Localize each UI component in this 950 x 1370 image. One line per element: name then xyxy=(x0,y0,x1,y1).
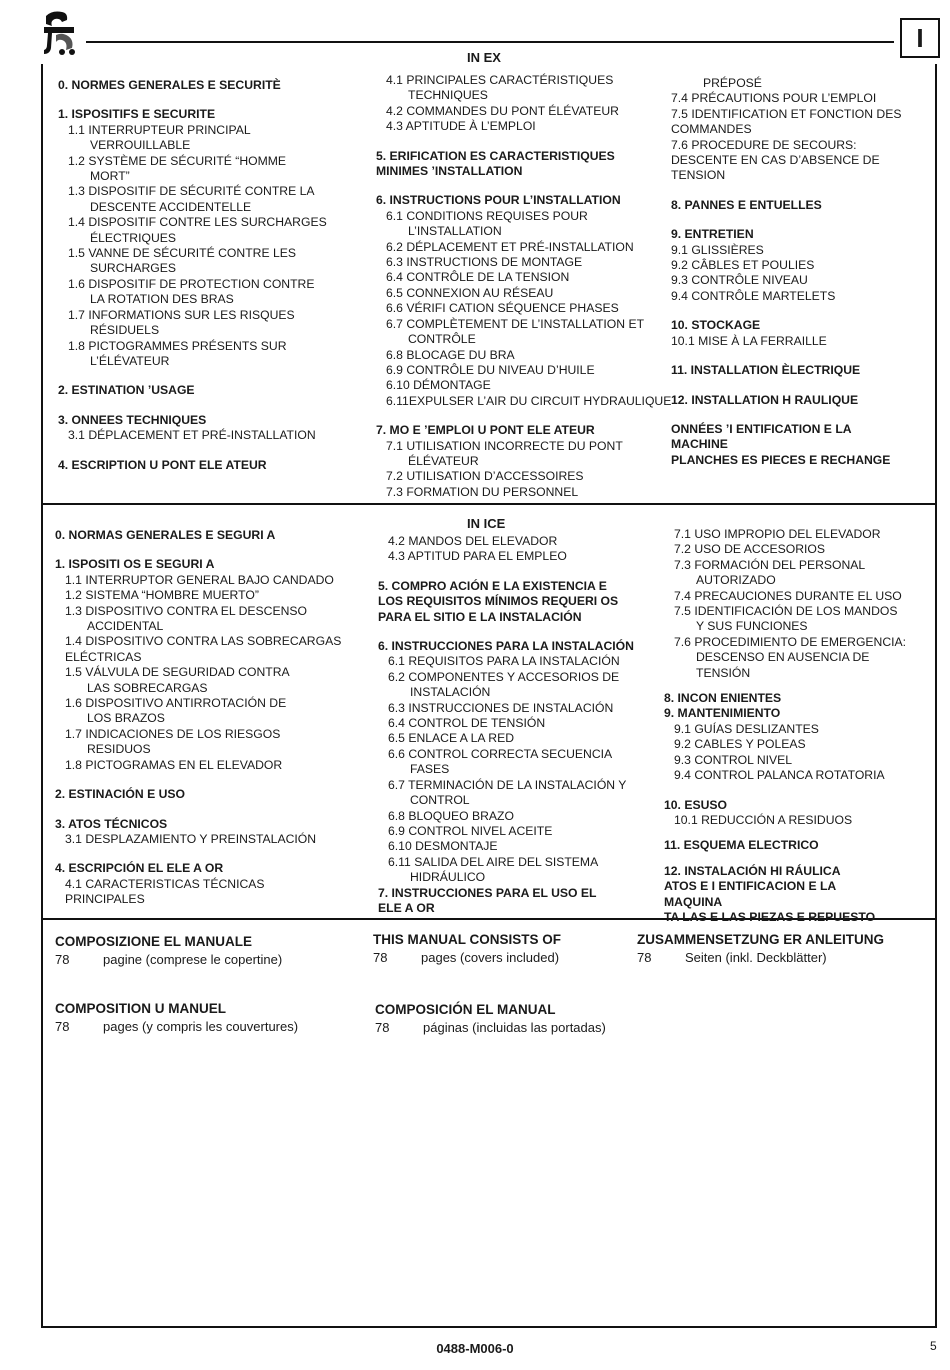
index-entry: 6.7 TERMINACIÓN DE LA INSTALACIÓN Y xyxy=(388,777,627,792)
index-section-heading: 5. ERIFICATION ES CARACTERISTIQUES xyxy=(376,148,615,163)
index-section-heading: TA LAS E LAS PIEZAS E REPUESTO xyxy=(664,909,876,924)
index-section-heading: 6. INSTRUCCIONES PARA LA INSTALACIÓN xyxy=(378,639,634,654)
index-entry: 1.5 VANNE DE SÉCURITÉ CONTRE LES xyxy=(68,246,297,261)
index-entry: RÉSIDUELS xyxy=(90,323,160,338)
index-entry: 1.7 INFORMATIONS SUR LES RISQUES xyxy=(68,307,295,322)
index-entry: LOS BRAZOS xyxy=(87,711,165,726)
index-section-heading: 4. ESCRIPCIÓN EL ELE A OR xyxy=(55,861,224,876)
composition-es xyxy=(375,1002,606,1035)
index-entry: 4.2 MANDOS DEL ELEVADOR xyxy=(388,534,558,548)
index-section-heading: 12. INSTALLATION H RAULIQUE xyxy=(671,392,859,407)
index-section-heading: 6. INSTRUCTIONS POUR L’INSTALLATION xyxy=(376,193,621,208)
index-entry: 7.1 USO IMPROPIO DEL ELEVADOR xyxy=(674,527,881,541)
es-index-title: IN ICE xyxy=(467,516,506,531)
index-spacer xyxy=(664,681,906,691)
index-entry: 4.1 CARACTERISTICAS TÉCNICAS xyxy=(65,876,265,891)
index-entry: 7.2 UTILISATION D’ACCESSOIRES xyxy=(386,469,584,484)
index-section-heading: MINIMES ’INSTALLATION xyxy=(376,164,523,179)
index-entry: 9.1 GUÍAS DESLIZANTES xyxy=(674,721,819,736)
composition-de-title: ZUSAMMENSETZUNG ER ANLEITUNG xyxy=(637,932,884,947)
composition-it-count: 78 xyxy=(55,952,70,967)
index-entry: 6.3 INSTRUCTIONS DE MONTAGE xyxy=(386,255,583,270)
composition-fr-text: pages (y compris les couvertures) xyxy=(103,1019,299,1034)
index-entry: TENSIÓN xyxy=(696,665,751,680)
index-entry: 7.1 UTILISATION INCORRECTE DU PONT xyxy=(386,438,623,453)
composition-fr-title: COMPOSITION U MANUEL xyxy=(55,1001,226,1016)
index-section-heading: 12. INSTALACIÓN HI RÁULICA xyxy=(664,863,841,878)
index-entry: 1.5 VÁLVULA DE SEGURIDAD CONTRA xyxy=(65,665,290,680)
index-entry: 9.4 CONTROL PALANCA ROTATORIA xyxy=(674,768,885,783)
index-entry: 6.7 COMPLÈTEMENT DE L’INSTALLATION ET xyxy=(386,316,645,331)
index-section-heading: 11. ESQUEMA ELECTRICO xyxy=(664,838,819,853)
fr-index-title: IN EX xyxy=(467,50,501,65)
index-spacer xyxy=(664,854,906,864)
index-entry: 9.2 CABLES Y POLEAS xyxy=(674,737,806,752)
index-entry: 10.1 MISE À LA FERRAILLE xyxy=(671,333,827,348)
index-entry: 7.4 PRÉCAUTIONS POUR L’EMPLOI xyxy=(671,91,877,106)
index-entry: 6.8 BLOCAGE DU BRA xyxy=(386,347,515,362)
index-entry: 1.3 DISPOSITIF DE SÉCURITÉ CONTRE LA xyxy=(68,184,315,199)
index-entry: 6.6 CONTROL CORRECTA SECUENCIA xyxy=(388,746,613,761)
index-entry: 6.10 DESMONTAJE xyxy=(388,839,498,854)
index-entry: Y SUS FUNCIONES xyxy=(696,619,808,634)
index-entry: CONTROL xyxy=(410,793,470,808)
index-entry: TECHNIQUES xyxy=(408,88,488,103)
index-entry: 7.3 FORMACIÓN DEL PERSONAL xyxy=(674,557,866,572)
index-section-heading: LOS REQUISITOS MÍNIMOS REQUERI OS xyxy=(378,594,619,609)
index-entry: 6.9 CONTROL NIVEL ACEITE xyxy=(388,823,553,838)
index-section-heading: MAQUINA xyxy=(664,894,723,909)
index-entry: 1.6 DISPOSITIVO ANTIRROTACIÓN DE xyxy=(65,696,287,711)
index-spacer xyxy=(376,179,671,193)
index-spacer xyxy=(671,379,901,393)
index-entry: ACCIDENTAL xyxy=(87,619,164,634)
index-section-heading: 8. PANNES E ENTUELLES xyxy=(671,197,822,212)
index-entry: SURCHARGES xyxy=(90,261,177,276)
index-entry: 6.5 CONNEXION AU RÉSEAU xyxy=(386,285,554,300)
index-section-heading: 3. ONNEES TECHNIQUES xyxy=(58,412,207,427)
index-entry: LA ROTATION DES BRAS xyxy=(90,292,234,307)
es-index-column-3 xyxy=(664,527,906,925)
index-spacer xyxy=(671,408,901,422)
index-entry: 7.4 PRECAUCIONES DURANTE EL USO xyxy=(674,588,902,603)
index-entry: 9.2 CÂBLES ET POULIES xyxy=(671,258,815,273)
index-entry: 4.3 APTITUDE À L’EMPLOI xyxy=(386,119,536,134)
index-entry: PRINCIPALES xyxy=(65,892,145,907)
fr-index-column-1 xyxy=(58,78,327,473)
index-entry: 1.8 PICTOGRAMMES PRÉSENTS SUR xyxy=(68,338,287,353)
fr-index-column-2 xyxy=(376,73,671,500)
index-section-heading: 2. ESTINACIÓN E USO xyxy=(55,787,186,802)
composition-fr xyxy=(55,1001,298,1034)
composition-en-count: 78 xyxy=(373,950,388,965)
index-spacer xyxy=(55,847,341,861)
index-section-heading: 10. ESUSO xyxy=(664,797,727,812)
index-section-heading: 0. NORMAS GENERALES E SEGURI A xyxy=(55,528,276,542)
index-entry: ÉLECTRIQUES xyxy=(90,230,177,245)
fr-index-column-3 xyxy=(671,76,901,468)
index-section-heading: 5. COMPRO ACIÓN E LA EXISTENCIA E xyxy=(378,578,607,593)
header-rule xyxy=(86,41,894,43)
index-entry: 6.2 DÉPLACEMENT ET PRÉ-INSTALLATION xyxy=(386,239,634,254)
index-section-heading: 8. INCON ENIENTES xyxy=(664,691,782,706)
index-entry: ÉLÉVATEUR xyxy=(408,453,479,468)
index-entry: FASES xyxy=(410,762,450,777)
index-entry: COMMANDES xyxy=(671,122,752,137)
index-entry: 7.6 PROCEDURE DE SECOURS: xyxy=(671,137,857,152)
composition-en-text: pages (covers included) xyxy=(421,950,560,965)
index-spacer xyxy=(55,803,341,817)
index-entry: RESIDUOS xyxy=(87,742,151,757)
index-section-heading: ONNÉES ’I ENTIFICATION E LA xyxy=(671,421,852,436)
index-spacer xyxy=(671,184,901,198)
index-entry: 7.3 FORMATION DU PERSONNEL xyxy=(386,484,579,499)
index-section-heading: 3. ATOS TÉCNICOS xyxy=(55,816,168,831)
index-entry: 9.3 CONTROL NIVEL xyxy=(674,752,793,767)
composition-es-text: páginas (incluidas las portadas) xyxy=(423,1020,606,1035)
index-spacer xyxy=(58,93,327,107)
index-entry: 6.2 COMPONENTES Y ACCESORIOS DE xyxy=(388,669,620,684)
index-entry: 6.10 DÉMONTAGE xyxy=(386,378,491,393)
composition-es-title: COMPOSICIÓN EL MANUAL xyxy=(375,1002,556,1017)
index-spacer xyxy=(671,349,901,363)
index-entry: INSTALACIÓN xyxy=(410,685,491,700)
index-spacer xyxy=(671,304,901,318)
index-spacer xyxy=(58,369,327,383)
index-entry: 1.7 INDICACIONES DE LOS RIESGOS xyxy=(65,726,281,741)
composition-fr-count: 78 xyxy=(55,1019,70,1034)
index-section-heading: PLANCHES ES PIECES E RECHANGE xyxy=(671,452,891,467)
index-entry: 6.4 CONTRÔLE DE LA TENSION xyxy=(386,270,570,285)
index-entry: PRÉPOSÉ xyxy=(703,76,762,90)
index-entry: 1.2 SISTEMA “HOMBRE MUERTO” xyxy=(65,588,259,603)
index-entry: 9.3 CONTRÔLE NIVEAU xyxy=(671,273,808,288)
index-section-heading: 1. ISPOSITIFS E SECURITE xyxy=(58,107,216,122)
es-index-column-2 xyxy=(378,534,634,916)
index-section-heading: 11. INSTALLATION ÈLECTRIQUE xyxy=(671,363,861,378)
index-entry: L’ÉLÉVATEUR xyxy=(90,353,170,368)
index-spacer xyxy=(378,625,634,639)
index-entry: 7.2 USO DE ACCESORIOS xyxy=(674,542,826,557)
index-entry: 1.4 DISPOSITIF CONTRE LES SURCHARGES xyxy=(68,215,327,230)
index-spacer xyxy=(58,399,327,413)
index-section-heading: ELE A OR xyxy=(378,900,435,915)
index-entry: 6.11 SALIDA DEL AIRE DEL SISTEMA xyxy=(388,854,599,869)
index-entry: 4.3 APTITUD PARA EL EMPLEO xyxy=(388,549,567,564)
index-entry: 3.1 DÉPLACEMENT ET PRÉ-INSTALLATION xyxy=(68,428,316,443)
index-entry: LAS SOBRECARGAS xyxy=(87,680,208,695)
index-entry: 1.4 DISPOSITIVO CONTRA LAS SOBRECARGAS xyxy=(65,634,342,649)
index-section-heading: 10. STOCKAGE xyxy=(671,318,761,333)
index-entry: 1.3 DISPOSITIVO CONTRA EL DESCENSO xyxy=(65,603,308,618)
index-section-heading: 0. NORMES GENERALES E SECURITÈ xyxy=(58,78,281,92)
index-entry: 1.1 INTERRUPTOR GENERAL BAJO CANDADO xyxy=(65,572,334,587)
index-entry: 3.1 DESPLAZAMIENTO Y PREINSTALACIÓN xyxy=(65,831,317,846)
index-spacer xyxy=(664,828,906,838)
index-section-heading: 7. MO E ’EMPLOI U PONT ELE ATEUR xyxy=(376,423,595,438)
index-section-heading: ATOS E I ENTIFICACION E LA xyxy=(664,879,837,894)
index-entry: 6.4 CONTROL DE TENSIÓN xyxy=(388,716,546,731)
index-entry: DESCENTE EN CAS D’ABSENCE DE xyxy=(671,153,880,168)
index-entry: AUTORIZADO xyxy=(696,573,776,588)
composition-de-count: 78 xyxy=(637,950,652,965)
index-entry: 6.1 REQUISITOS PARA LA INSTALACIÓN xyxy=(388,654,620,669)
index-section-heading: 1. ISPOSITI OS E SEGURI A xyxy=(55,557,215,572)
index-section-heading: 7. INSTRUCCIONES PARA EL USO EL xyxy=(378,885,597,900)
index-spacer xyxy=(376,135,671,149)
index-entry: 6.1 CONDITIONS REQUISES POUR xyxy=(386,208,588,223)
index-entry: 6.11EXPULSER L’AIR DU CIRCUIT HYDRAULIQUE xyxy=(386,393,672,408)
index-section-heading: 9. MANTENIMIENTO xyxy=(664,706,781,721)
index-spacer xyxy=(376,409,671,423)
index-entry: ELÉCTRICAS xyxy=(65,649,142,664)
index-entry: 6.6 VÉRIFI CATION SÉQUENCE PHASES xyxy=(386,301,619,316)
section-divider-1 xyxy=(41,503,937,505)
index-entry: 9.1 GLISSIÈRES xyxy=(671,242,764,257)
index-entry: 7.6 PROCEDIMIENTO DE EMERGENCIA: xyxy=(674,634,907,649)
index-entry: 10.1 REDUCCIÓN A RESIDUOS xyxy=(674,812,853,827)
index-spacer xyxy=(55,773,341,787)
index-section-heading: 4. ESCRIPTION U PONT ELE ATEUR xyxy=(58,457,267,472)
index-entry: 1.8 PICTOGRAMAS EN EL ELEVADOR xyxy=(65,757,283,772)
page-number: 5 xyxy=(930,1339,937,1353)
index-entry: 1.2 SYSTÈME DE SÉCURITÉ “HOMME xyxy=(68,153,287,168)
index-entry: DESCENTE ACCIDENTELLE xyxy=(90,199,252,214)
index-entry: 6.5 ENLACE A LA RED xyxy=(388,731,515,746)
language-code-box: I xyxy=(900,18,940,58)
composition-en xyxy=(373,932,561,965)
es-index-column-1 xyxy=(55,528,341,908)
document-code: 0488-M006-0 xyxy=(436,1341,514,1356)
index-entry: 4.2 COMMANDES DU PONT ÉLÉVATEUR xyxy=(386,103,619,118)
index-entry: 1.6 DISPOSITIF DE PROTECTION CONTRE xyxy=(68,276,315,291)
index-entry: 6.3 INSTRUCCIONES DE INSTALACIÓN xyxy=(388,700,614,715)
composition-es-count: 78 xyxy=(375,1020,390,1035)
index-entry: L’INSTALLATION xyxy=(408,224,502,239)
index-spacer xyxy=(671,213,901,227)
index-entry: 9.4 CONTRÔLE MARTELETS xyxy=(671,288,836,303)
index-spacer xyxy=(55,543,341,557)
index-spacer xyxy=(378,565,634,579)
composition-it-title: COMPOSIZIONE EL MANUALE xyxy=(55,934,253,949)
company-logo xyxy=(38,10,82,58)
index-entry: 4.1 PRINCIPALES CARACTÉRISTIQUES xyxy=(386,73,614,87)
composition-de-text: Seiten (inkl. Deckblätter) xyxy=(685,950,827,965)
composition-it xyxy=(55,934,282,967)
index-entry: MORT” xyxy=(90,169,130,184)
index-entry: VERROUILLABLE xyxy=(90,138,191,153)
index-entry: DESCENSO EN AUSENCIA DE xyxy=(696,650,870,665)
index-spacer xyxy=(664,784,906,798)
index-entry: 1.1 INTERRUPTEUR PRINCIPAL xyxy=(68,122,251,137)
index-section-heading: PARA EL SITIO E LA INSTALACIÓN xyxy=(378,609,582,624)
index-entry: TENSION xyxy=(671,168,726,183)
index-entry: 7.5 IDENTIFICACIÓN DE LOS MANDOS xyxy=(674,604,898,619)
composition-it-text: pagine (comprese le copertine) xyxy=(103,952,283,967)
index-section-heading: 9. ENTRETIEN xyxy=(671,227,754,242)
index-spacer xyxy=(58,444,327,458)
index-section-heading: 2. ESTINATION ’USAGE xyxy=(58,383,195,398)
index-entry: 6.9 CONTRÔLE DU NIVEAU D’HUILE xyxy=(386,362,595,377)
index-entry: CONTRÔLE xyxy=(408,332,476,347)
index-entry: 6.8 BLOQUEO BRAZO xyxy=(388,808,514,823)
index-entry: 7.5 IDENTIFICATION ET FONCTION DES xyxy=(671,106,902,121)
composition-de xyxy=(637,932,884,965)
index-entry: HIDRÁULICO xyxy=(410,870,486,885)
index-section-heading: MACHINE xyxy=(671,437,728,452)
composition-en-title: THIS MANUAL CONSISTS OF xyxy=(373,932,562,947)
